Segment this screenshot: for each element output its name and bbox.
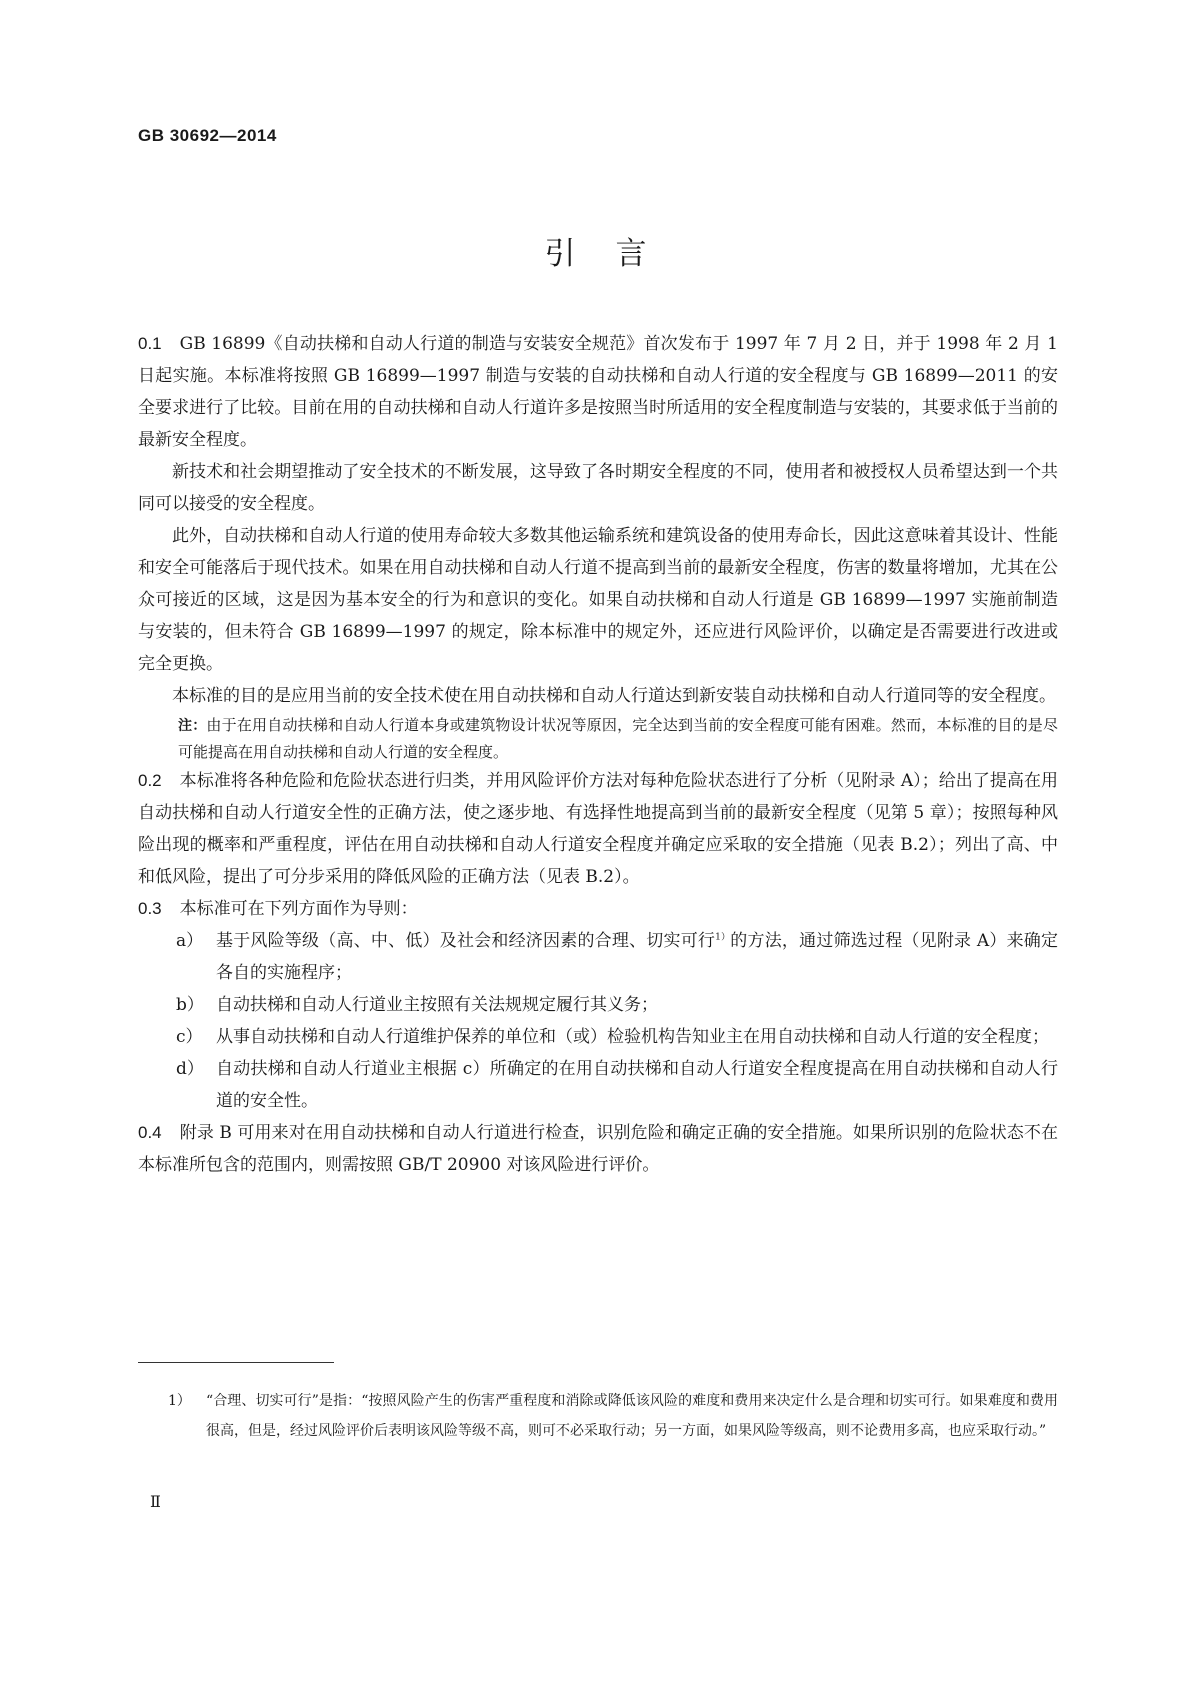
list-item <box>138 925 1058 989</box>
section-number: 0.1 <box>138 334 162 353</box>
footnote-divider <box>138 1362 334 1363</box>
list-item-text: 自动扶梯和自动人行道业主根据 c）所确定的在用自动扶梯和自动人行道安全程度提高在用自动扶梯和自动人行道的安全性。 <box>216 1059 1058 1111</box>
footnote-marker: 1） <box>168 1393 191 1409</box>
paragraph: 本标准的目的是应用当前的安全技术使在用自动扶梯和自动人行道达到新安装自动扶梯和自动人行道同等的安全程度。 <box>172 686 1056 706</box>
page-title: 引言 <box>544 236 687 272</box>
section-0-3-paragraph <box>138 893 1058 925</box>
list-item <box>138 989 1058 1021</box>
list-marker: d） <box>176 1059 204 1079</box>
list-item <box>138 1021 1058 1053</box>
note-text: 由于在用自动扶梯和自动人行道本身或建筑物设计状况等原因，完全达到当前的安全程度可能有困难。然而，本标准的目的是尽可能提高在用自动扶梯和自动人行道的安全程度。 <box>178 716 1058 761</box>
list-item-text: 自动扶梯和自动人行道业主按照有关法规规定履行其义务； <box>216 995 658 1015</box>
list-marker: a） <box>176 931 204 951</box>
page-number: Ⅱ <box>150 1492 161 1511</box>
note-label: 注： <box>178 718 207 734</box>
section-0-4-paragraph <box>138 1117 1058 1181</box>
paragraph: 此外，自动扶梯和自动人行道的使用寿命较大多数其他运输系统和建筑设备的使用寿命长，因此这意味着其设计、性能和安全可能落后于现代技术。如果在用自动扶梯和自动人行道不提高到当前的最新安全程度，伤害的数量将增加，尤其在公众可接近的区域，这是因为基本安全的行为和意识的变化。如果自动扶梯和自动人行道是 GB 16899—1997 实施前制造与安装的，但未符合 GB 16899—1997 的规定，除本标准中的规定外，还应进行风险评价，以确定是否需要进行改进或完全更换。 <box>138 526 1058 674</box>
list-item-text: 从事自动扶梯和自动人行道维护保养的单位和（或）检验机构告知业主在用自动扶梯和自动人行道的安全程度； <box>216 1027 1049 1047</box>
section-0-1-paragraph <box>138 328 1058 456</box>
footnote-text: “合理、切实可行”是指：“按照风险产生的伤害严重程度和消除或降低该风险的难度和费用来决定什么是合理和切实可行。如果难度和费用很高，但是，经过风险评价后表明该风险等级不高，则可不必采取行动；另一方面，如果风险等级高，则不论费用多高，也应采取行动。” <box>206 1393 1058 1439</box>
section-number: 0.4 <box>138 1123 162 1142</box>
list-marker: b） <box>176 995 204 1015</box>
footnote-reference[interactable]: 1） <box>715 932 731 943</box>
list-item <box>138 1053 1058 1117</box>
paragraph-text: 附录 B 可用来对在用自动扶梯和自动人行道进行检查，识别危险和确定正确的安全措施。如果所识别的危险状态不在本标准所包含的范围内，则需按照 GB/T 20900 对该风险进行评价。 <box>138 1123 1058 1175</box>
list-marker: c） <box>176 1027 203 1047</box>
note <box>178 712 1058 765</box>
standard-code-header: GB 30692—2014 <box>138 126 277 145</box>
footnote <box>138 1386 1058 1446</box>
main-content <box>138 328 1058 1181</box>
list-item-text: 基于风险等级（高、中、低）及社会和经济因素的合理、切实可行 <box>216 931 716 951</box>
paragraph-text: 本标准可在下列方面作为导则： <box>179 899 418 919</box>
section-0-2-paragraph <box>138 765 1058 893</box>
list-item-text: 的方法，通过筛选过程（见附录 A）来确定各自的实施程序； <box>216 931 1058 983</box>
section-number: 0.3 <box>138 899 162 918</box>
paragraph: 新技术和社会期望推动了安全技术的不断发展，这导致了各时期安全程度的不同，使用者和被授权人员希望达到一个共同可以接受的安全程度。 <box>138 462 1058 514</box>
paragraph-text: 本标准将各种危险和危险状态进行归类，并用风险评价方法对每种危险状态进行了分析（见附录 A）；给出了提高在用自动扶梯和自动人行道安全性的正确方法，使之逐步地、有选择性地提高到当前的最新安全程度（见第 5 章）；按照每种风险出现的概率和严重程度，评估在用自动扶梯和自动人行道安全程度并确定应采取的安全措施（见表 B.2）；列出了高、中和低风险，提出了可分步采用的降低风险的正确方法（见表 B.2）。 <box>138 771 1058 887</box>
section-number: 0.2 <box>138 771 162 790</box>
paragraph-text: GB 16899《自动扶梯和自动人行道的制造与安装安全规范》首次发布于 1997 年 7 月 2 日，并于 1998 年 2 月 1 日起实施。本标准将按照 GB 16899—1997 制造与安装的自动扶梯和自动人行道的安全程度与 GB 16899—2011 的安全要求进行了比较。目前在用的自动扶梯和自动人行道许多是按照当时所适用的安全程度制造与安装的，其要求低于当前的最新安全程度。 <box>138 334 1058 450</box>
